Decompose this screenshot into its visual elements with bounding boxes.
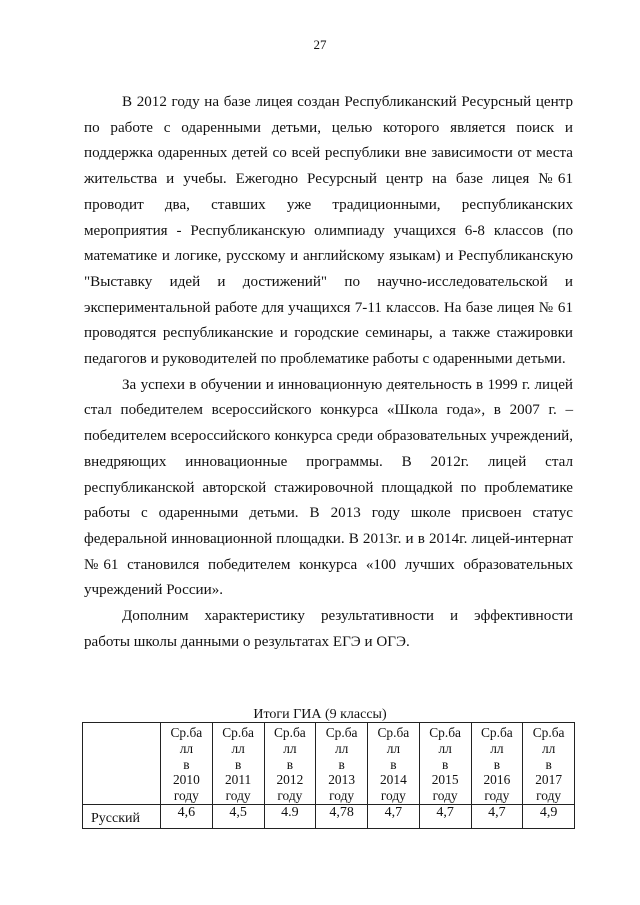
table-cell: 4,7 (419, 804, 471, 828)
paragraph-exam-intro: Дополним характеристику результативности и эффективности работы школы данными о результатах ЕГЭ и ОГЭ. (84, 608, 573, 650)
col-header-year: 2016 (483, 772, 511, 788)
col-header-line: лл (283, 740, 297, 756)
col-header-year: 2015 (431, 772, 459, 788)
col-header-line: в (545, 756, 552, 772)
col-header-line: Ср.ба (325, 725, 358, 740)
col-header-line: году (329, 788, 355, 804)
col-header-2017 (523, 723, 575, 805)
paragraph-resource-center: В 2012 году на базе лицея создан Республиканский Ресурсный центр по работе с одаренными детьми, целью которого является поиск и поддержка одаренных детей со всей республики вне зависимости от места жительства и учебы. Ежегодно Ресурсный центр на базе лицея №61 проводит два, ставших уже традиционными, республиканских мероприятия - Республиканскую олимпиаду учащихся 6-8 классов (по математике и логике, русскому и английскому языкам) и Республиканскую "Выставку идей и достижений" по научно-исследовательской и экспериментальной работе для учащихся 7-11 классов. На базе лицея № 61 проводятся республиканские и городские семинары, а также стажировки педагогов и руководителей по проблематике работы с одаренными детьми. (84, 94, 573, 368)
table-header-row (83, 723, 575, 805)
col-header-line: в (441, 756, 449, 772)
col-header-2013 (316, 723, 368, 805)
col-header-2012 (264, 723, 316, 805)
col-header-year: 2017 (535, 772, 563, 788)
table-cell: 4,78 (316, 804, 368, 828)
col-header-line: лл (490, 740, 504, 756)
col-header-line: Ср.ба (481, 725, 513, 740)
table-cell: 4,9 (523, 804, 575, 828)
col-header-line: лл (334, 740, 349, 756)
col-header-line: лл (438, 740, 452, 756)
col-header-2016 (471, 723, 523, 805)
gia-results-table (82, 722, 575, 829)
page-number: 27 (313, 37, 327, 52)
col-header-2014 (368, 723, 420, 805)
col-header-2011 (212, 723, 264, 805)
col-header-year: 2012 (276, 772, 304, 788)
col-header-line: году (173, 788, 199, 804)
col-header-line: в (338, 756, 345, 772)
table-cell: 4.9 (264, 804, 316, 828)
table-corner-cell (83, 723, 161, 805)
table-cell: 4,7 (471, 804, 523, 828)
table-caption: Итоги ГИА (9 классы) (253, 707, 387, 722)
col-header-line: лл (541, 740, 556, 756)
col-header-line: году (380, 788, 406, 804)
col-header-line: Ср.ба (274, 725, 306, 740)
col-header-line: лл (386, 740, 401, 756)
col-header-line: в (493, 756, 501, 772)
col-header-line: году (432, 788, 458, 804)
col-header-line: Ср.ба (532, 725, 565, 740)
col-header-year: 2014 (379, 772, 407, 788)
table-row (83, 804, 575, 828)
col-header-line: в (390, 756, 397, 772)
table-cell: 4,7 (368, 804, 420, 828)
col-header-line: лл (179, 740, 194, 756)
col-header-2015 (419, 723, 471, 805)
col-header-line: Ср.ба (222, 725, 254, 740)
col-header-line: году (484, 788, 510, 804)
col-header-year: 2011 (224, 772, 252, 788)
table-cell: 4,5 (212, 804, 264, 828)
col-header-year: 2013 (328, 772, 356, 788)
col-header-line: Ср.ба (170, 725, 203, 740)
paragraph-achievements: За успехи в обучении и инновационную деятельность в 1999 г. лицей стал победителем всероссийского конкурса «Школа года», в 2007 г. – победителем всероссийского конкурса среди образовательных учреждений, внедряющих инновационные программы. В 2012г. лицей стал республиканской авторской стажировочной площадкой по проблематике работы с одаренными детьми. В 2013 году школе присвоен статус федеральной инновационной площадки. В 2013г. и в 2014г. лицей-интернат №61 становился победителем конкурса «100 лучших образовательных учреждений России». (84, 376, 573, 599)
table-cell: 4,6 (161, 804, 213, 828)
col-header-line: в (234, 756, 242, 772)
col-header-line: лл (231, 740, 245, 756)
col-header-line: Ср.ба (429, 725, 461, 740)
row-label-russian: Русский (83, 804, 161, 828)
col-header-line: году (536, 788, 562, 804)
col-header-line: в (183, 756, 190, 772)
body-text (84, 90, 573, 655)
col-header-line: Ср.ба (377, 725, 410, 740)
col-header-line: году (225, 788, 251, 804)
col-header-line: в (286, 756, 294, 772)
col-header-2010 (161, 723, 213, 805)
col-header-year: 2010 (172, 772, 200, 788)
col-header-line: году (277, 788, 303, 804)
